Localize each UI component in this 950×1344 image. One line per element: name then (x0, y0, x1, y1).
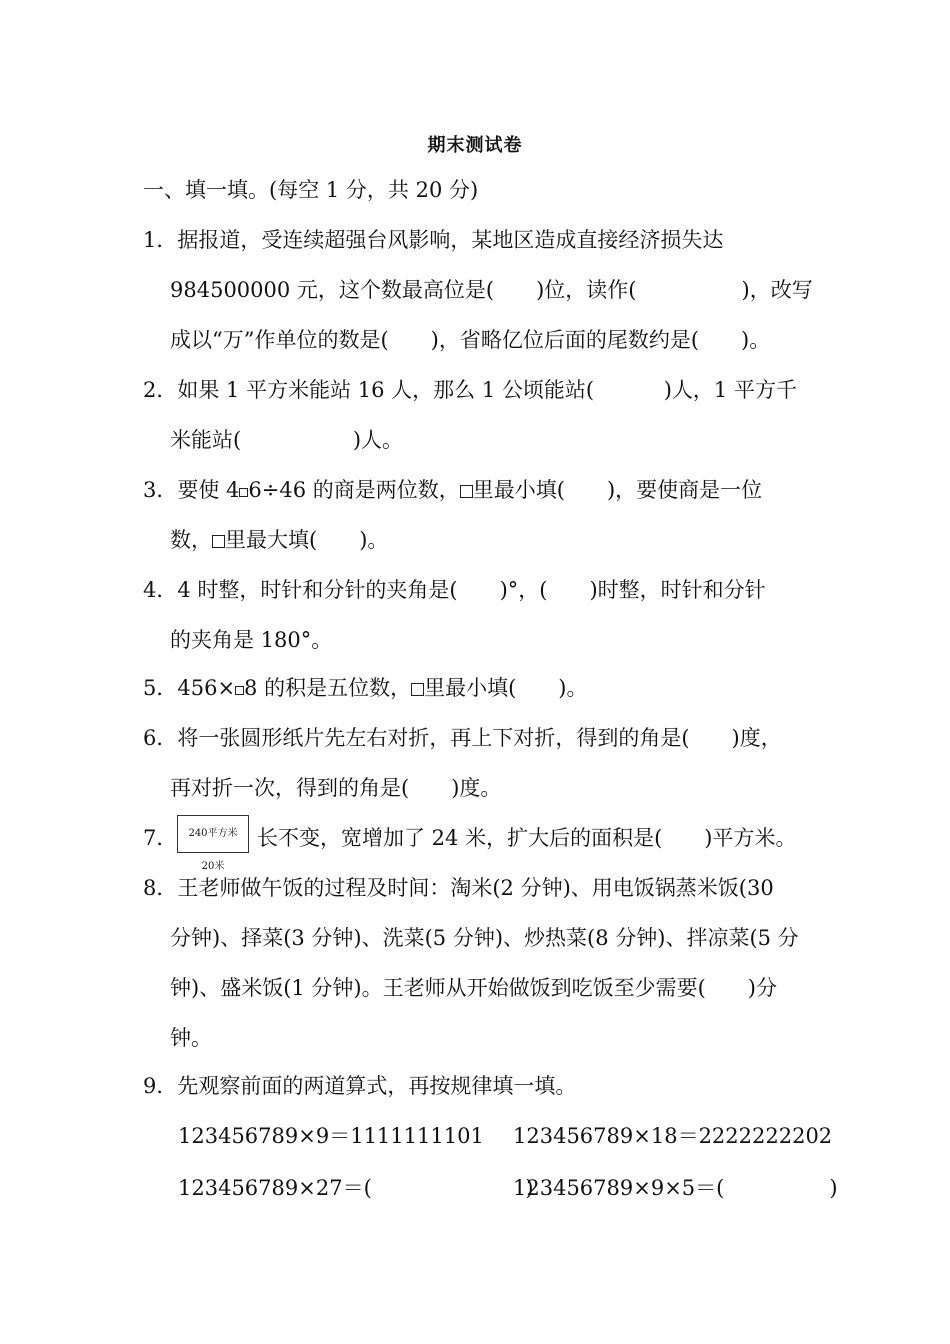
question-5-text-a: 5．456× (143, 676, 236, 700)
question-3-text-a: 3．要使 4 (143, 478, 240, 502)
question-3-line-1 (143, 476, 762, 504)
blank-square-icon (460, 485, 473, 498)
blank-square-icon (411, 683, 424, 696)
question-9-line-1: 9．先观察前面的两道算式，再按规律填一填。 (143, 1074, 577, 1098)
question-8-line-4: 钟。 (170, 1026, 212, 1050)
question-5-line-1 (143, 674, 587, 702)
question-3-text-e: 里最大填( )。 (225, 528, 389, 552)
page-title: 期末测试卷 (427, 135, 523, 156)
question-8-line-2: 分钟)、择菜(3 分钟)、洗菜(5 分钟)、炒热菜(8 分钟)、拌凉菜(5 分 (170, 926, 799, 950)
section-heading: 一、填一填。(每空 1 分，共 20 分) (143, 178, 479, 202)
equation-1: 123456789×9＝1111111101 (178, 1124, 484, 1148)
question-2-line-1: 2．如果 1 平方米能站 16 人，那么 1 公顷能站( )人，1 平方千 (143, 378, 797, 402)
equation-4: 123456789×9×5＝( ) (513, 1176, 838, 1200)
question-6-line-1: 6．将一张圆形纸片先左右对折，再上下对折，得到的角是( )度， (143, 726, 782, 750)
blank-square-icon (212, 535, 225, 548)
question-1-line-2: 984500000 元，这个数最高位是( )位，读作( )，改写 (170, 278, 813, 302)
question-7-number: 7． (143, 826, 178, 850)
question-3-text-b: 6÷46 的商是两位数， (248, 478, 460, 502)
question-8-line-1: 8．王老师做午饭的过程及时间：淘米(2 分钟)、用电饭锅蒸米饭(30 (143, 876, 774, 900)
equation-3: 123456789×27＝( ) (178, 1176, 534, 1200)
question-2-line-2: 米能站( )人。 (170, 428, 404, 452)
question-6-line-2: 再对折一次，得到的角是( )度。 (170, 776, 502, 800)
question-1-line-1: 1．据报道，受连续超强台风影响，某地区造成直接经济损失达 (143, 228, 724, 252)
question-7-text: 长不变，宽增加了 24 米，扩大后的面积是( )平方米。 (257, 826, 797, 850)
question-1-line-3: 成以“万”作单位的数是( )，省略亿位后面的尾数约是( )。 (170, 328, 771, 352)
rectangle-figure: 240平方米 (177, 815, 249, 853)
rectangle-width-label: 20米 (201, 861, 225, 872)
question-3-line-2 (170, 526, 388, 554)
question-4-line-1: 4．4 时整，时针和分针的夹角是( )°，( )时整，时针和分针 (143, 578, 766, 602)
question-3-text-d: 数， (170, 528, 212, 552)
question-4-line-2: 的夹角是 180°。 (170, 628, 333, 652)
question-5-text-b: 8 的积是五位数， (244, 676, 412, 700)
equation-2: 123456789×18＝2222222202 (513, 1124, 833, 1148)
question-8-line-3: 钟)、盛米饭(1 分钟)。王老师从开始做饭到吃饭至少需要( )分 (170, 976, 777, 1000)
question-5-text-c: 里最小填( )。 (424, 676, 588, 700)
question-3-text-c: 里最小填( )，要使商是一位 (472, 478, 763, 502)
blank-square-icon (235, 686, 244, 695)
